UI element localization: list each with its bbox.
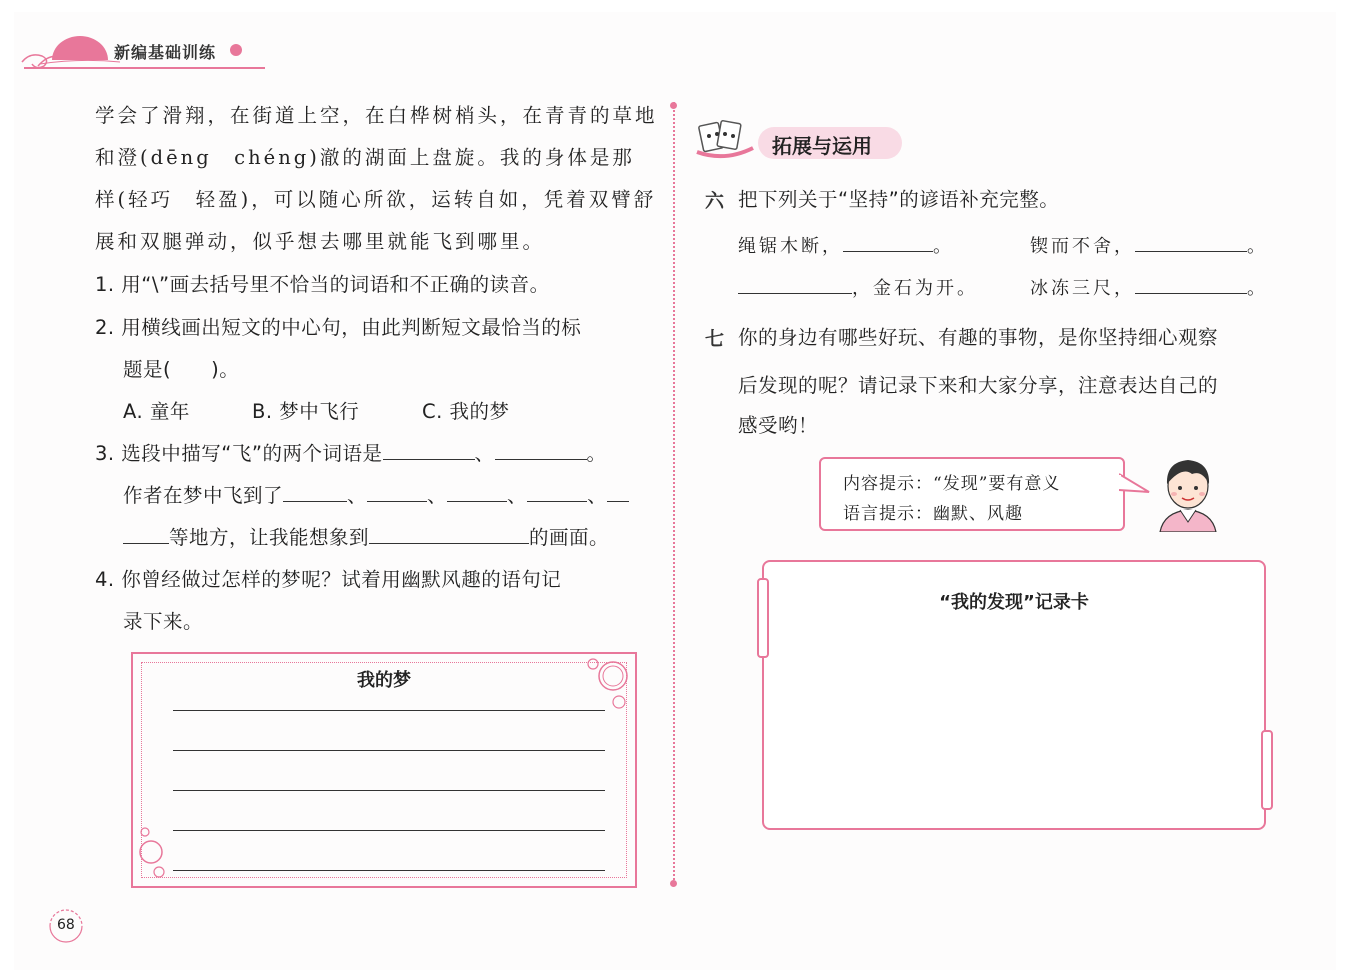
answer-blank[interactable] [369,525,529,544]
hint-bubble [819,457,1125,531]
writing-line[interactable] [173,790,605,791]
passage-line-1: 学会了滑翔，在街道上空，在白桦树梢头，在青青的草地 [95,104,658,127]
question-2-line-2: 题是( )。 [123,358,240,381]
writing-line[interactable] [173,830,605,831]
answer-blank[interactable] [738,275,852,294]
answer-blank[interactable] [367,483,427,502]
answer-blank[interactable] [283,483,347,502]
answer-blank[interactable] [447,483,507,502]
question-3-text: 3. 选段中描写“飞”的两个词语是 [95,442,383,465]
separator: 、 [507,484,528,507]
question-7-line-1: 你的身边有哪些好玩、有趣的事物，是你坚持细心观察 [738,326,1219,349]
column-divider [673,102,675,884]
dream-box-title: 我的梦 [357,670,411,691]
page-number: 68 [57,917,75,933]
header-title: 新编基础训练 [114,43,217,62]
separator: 、 [347,484,368,507]
question-3-end-text: 的画面。 [529,526,610,549]
question-7-line-2: 后发现的呢？请记录下来和大家分享，注意表达自己的 [738,374,1219,397]
proverb-3 [738,274,978,300]
question-1: 1. 用“\”画去括号里不恰当的词语和不正确的读音。 [95,273,550,296]
option-a[interactable]: A. 童年 [123,400,190,423]
hint-language: 语言提示：幽默、风趣 [843,504,1023,524]
proverb-2 [1030,232,1268,258]
writing-line[interactable] [173,750,605,751]
answer-blank[interactable] [495,441,587,460]
question-7-line-3: 感受哟！ [738,414,819,437]
card-tab-right [1261,730,1273,810]
option-c[interactable]: C. 我的梦 [422,400,510,423]
separator: 、 [474,442,495,465]
discovery-record-card [762,560,1266,830]
question-7-number: 七 [705,324,724,351]
question-3-imagine-text: 等地方，让我能想象到 [169,526,370,549]
question-3-line-1 [95,438,607,466]
period: 。 [586,442,607,465]
passage-line-4: 展和双腿弹动，似乎想去哪里就能飞到哪里。 [95,230,546,253]
record-card-writing-area[interactable] [784,632,1244,808]
question-4-line-1: 4. 你曾经做过怎样的梦呢？试着用幽默风趣的语句记 [95,568,562,591]
bubble-decoration-bottom [133,822,173,886]
hint-content: 内容提示：“发现”要有意义 [843,474,1061,494]
period: 。 [1247,236,1268,257]
card-tab-left [757,578,769,658]
answer-blank[interactable] [843,233,933,252]
proverb-4-text: 冰冻三尺， [1030,278,1135,299]
passage-line-3: 样(轻巧 轻盈)，可以随心所欲，运转自如，凭着双臂舒 [95,188,657,211]
hint-bubble-tail [1119,472,1153,500]
question-2-line-1: 2. 用横线画出短文的中心句，由此判断短文最恰当的标 [95,316,582,339]
answer-blank[interactable] [1135,233,1247,252]
period: 。 [933,236,954,257]
question-3-line-3 [123,522,609,550]
proverb-3-text: ，金石为开。 [852,278,978,299]
proverb-1 [738,232,954,258]
question-3-places-text: 作者在梦中飞到了 [123,484,284,507]
dream-writing-box [131,652,637,888]
writing-line[interactable] [173,870,605,871]
bubble-decoration-top [587,654,635,718]
answer-blank[interactable] [383,441,475,460]
option-b[interactable]: B. 梦中飞行 [252,400,360,423]
proverb-2-text: 锲而不舍， [1030,236,1135,257]
separator: 、 [427,484,448,507]
writing-line[interactable] [173,710,605,711]
child-avatar [1152,452,1224,532]
question-6-number: 六 [705,186,724,213]
record-card-title: “我的发现”记录卡 [939,592,1089,613]
proverb-4 [1030,274,1268,300]
books-icon [695,118,757,162]
dream-box-inner-border [141,662,627,878]
answer-blank[interactable] [527,483,587,502]
question-6-text: 把下列关于“坚持”的谚语补充完整。 [738,188,1060,211]
question-4-line-2: 录下来。 [123,610,204,633]
section-title: 拓展与运用 [772,134,872,158]
divider-dot-bottom [670,880,677,887]
divider-dot-top [670,102,677,109]
passage-line-2: 和澄(dēng chéng)澈的湖面上盘旋。我的身体是那 [95,146,635,169]
answer-blank[interactable] [1135,275,1247,294]
question-3-line-2 [123,480,629,508]
separator: 、 [587,484,608,507]
period: 。 [1247,278,1268,299]
answer-blank[interactable] [607,483,629,502]
answer-blank[interactable] [123,525,169,544]
proverb-1-text: 绳锯木断， [738,236,843,257]
